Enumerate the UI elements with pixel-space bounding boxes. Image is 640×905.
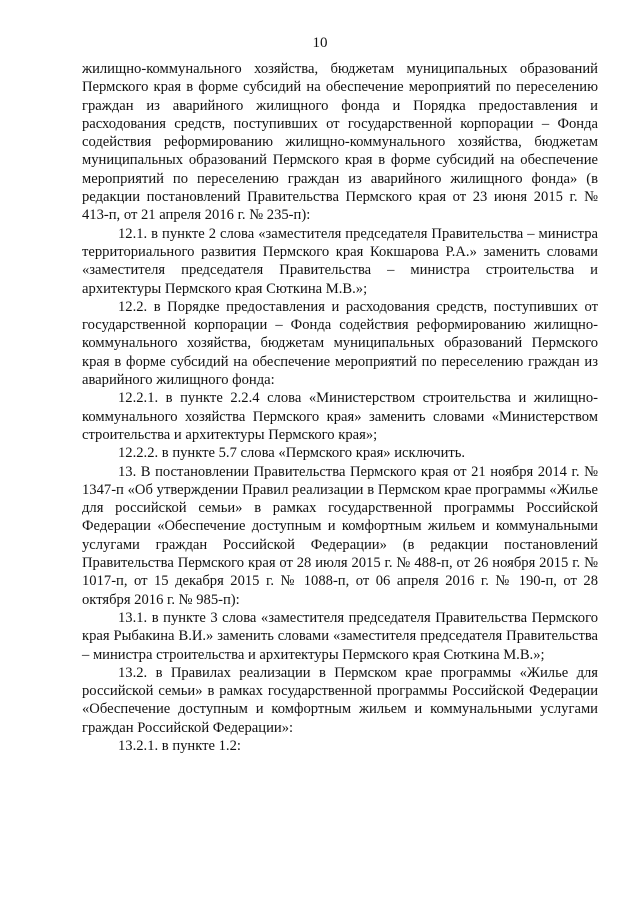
paragraph: 13.2. в Правилах реализации в Пермском крае программы «Жилье для российской семьи» в рамках государственной программы Российской Федерации «Обеспечение доступным и комфортным жильем и коммунальными услугами граждан Российской Федерации»: (82, 664, 598, 736)
paragraph: жилищно-коммунального хозяйства, бюджетам муниципальных образований Пермского края в форме субсидий на обеспечение мероприятий по переселению граждан из аварийного жилищного фонда и Порядка предоставления и расходования средств, поступивших от государственной корпорации – Фонда содействия реформированию жилищно-коммунального хозяйства, бюджетам муниципальных образований Пермского края в форме субсидий на обеспечение мероприятий по переселению граждан из аварийного жилищного фонда» (в редакции постановлений Правительства Пермского края от 23 июня 2015 г. № 413-п, от 21 апреля 2016 г. № 235-п): (82, 61, 598, 224)
paragraph: 13.1. в пункте 3 слова «заместителя председателя Правительства Пермского края Рыбакина В.И.» заменить словами «заместителя председателя Правительства – министра строительства и архитектуры Пермского края Сюткина М.В.»; (82, 609, 598, 663)
page-number: 10 (312, 35, 328, 51)
paragraph: 12.1. в пункте 2 слова «заместителя председателя Правительства – министра территориального развития Пермского края Кокшарова Р.А.» заменить словами «заместителя председателя Правительства – министра строительства и архитектуры Пермского края Сюткина М.В.»; (82, 225, 598, 297)
paragraph: 13. В постановлении Правительства Пермского края от 21 ноября 2014 г. № 1347-п «Об утверждении Правил реализации в Пермском крае программы «Жилье для российской семьи» в рамках государственной программы Российской Федерации «Обеспечение доступным и комфортным жильем и коммунальными услугами граждан Российской Федерации» (в редакции постановлений Правительства Пермского края от 28 июля 2015 г. № 488-п, от 26 ноября 2015 г. № 1017-п, от 15 декабря 2015 г. № 1088-п, от 06 апреля 2016 г. № 190-п, от 28 октября 2016 г. № 985-п): (82, 463, 598, 608)
paragraph: 12.2. в Порядке предоставления и расходования средств, поступивших от государственной корпорации – Фонда содействия реформированию жилищно-коммунального хозяйства, бюджетам муниципальных образований Пермского края в форме субсидий на обеспечение мероприятий по переселению граждан из аварийного жилищного фонда: (82, 298, 598, 389)
paragraph: 13.2.1. в пункте 1.2: (118, 737, 241, 754)
paragraph: 12.2.2. в пункте 5.7 слова «Пермского края» исключить. (118, 445, 466, 462)
document-body (82, 60, 598, 755)
paragraph: 12.2.1. в пункте 2.2.4 слова «Министерством строительства и жилищно-коммунального хозяйства Пермского края» заменить словами «Министерством строительства и архитектуры Пермского края»; (82, 390, 598, 443)
